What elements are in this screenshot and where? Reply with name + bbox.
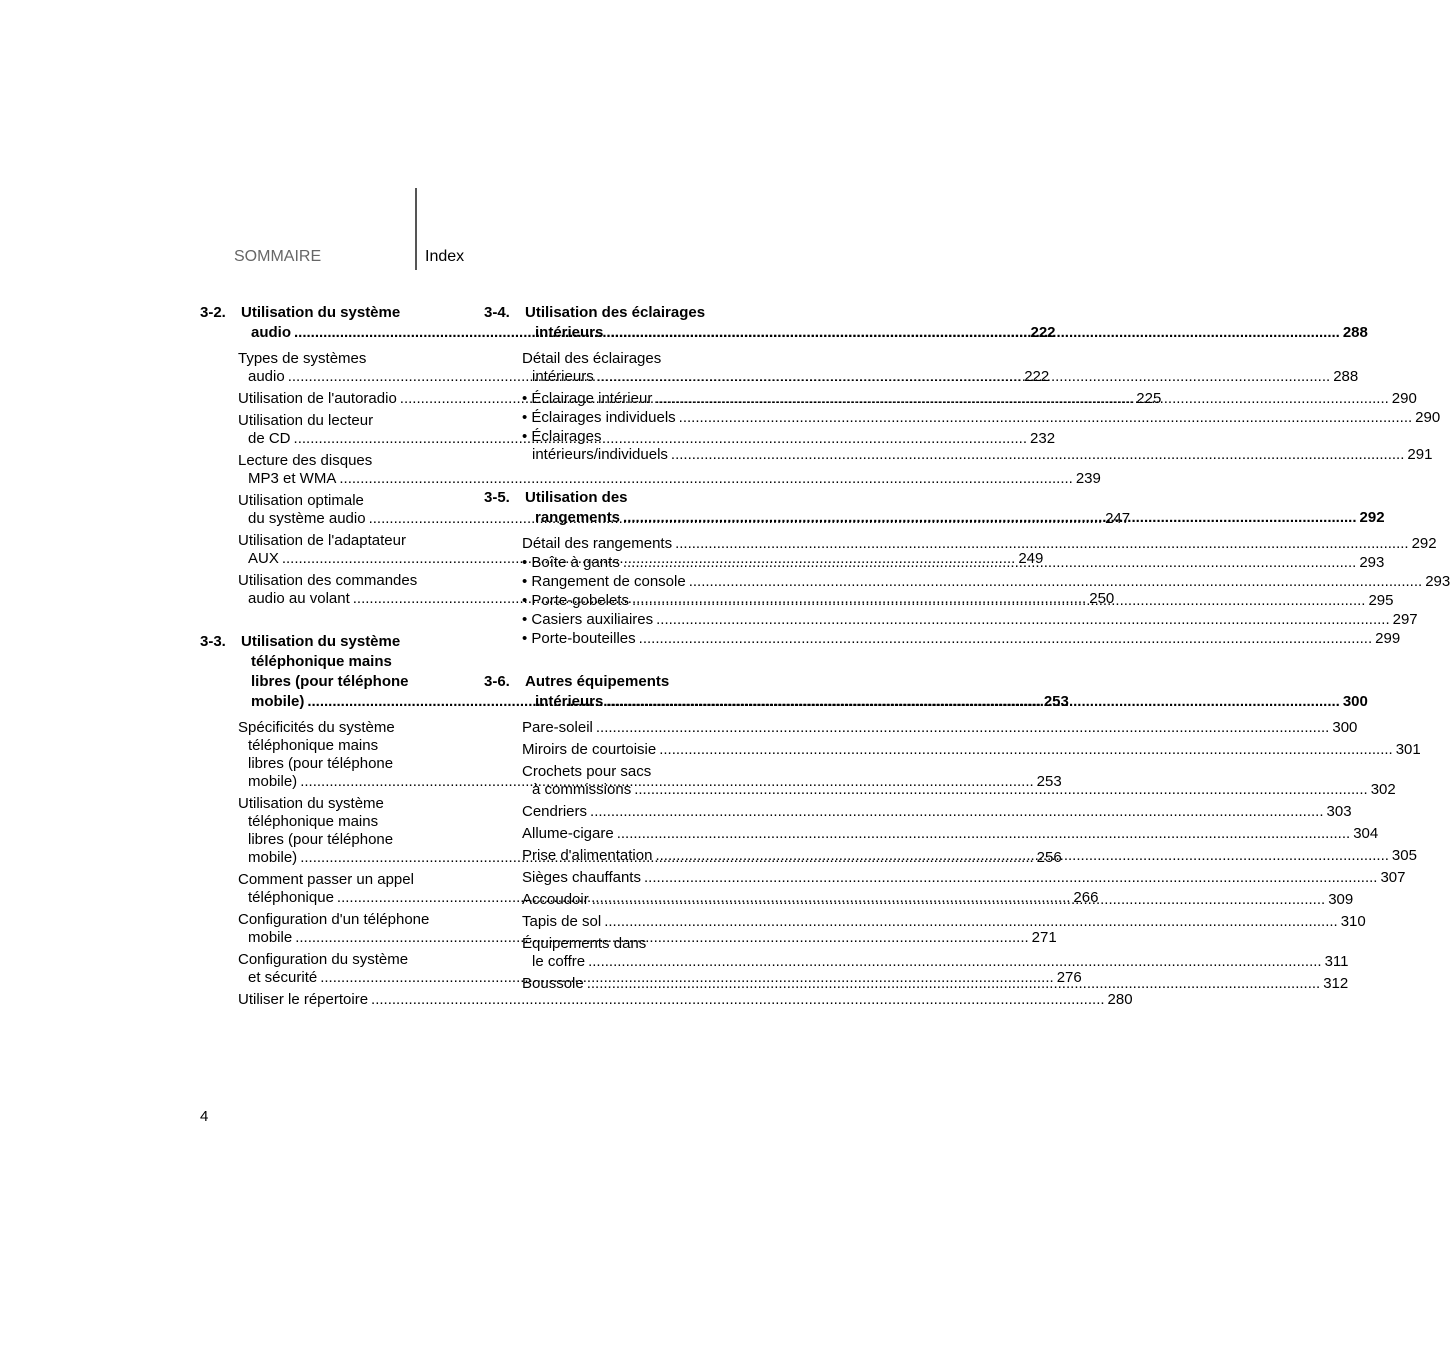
entry-line: • Porte-gobelets	[522, 592, 629, 609]
entry-line: Utilisation de l'autoradio	[238, 390, 397, 407]
entry-line: rangements	[535, 509, 621, 526]
section-number: 3-2.	[200, 304, 226, 321]
entry-last-line	[522, 573, 1450, 591]
entry-line: audio	[248, 368, 285, 385]
entry-line: AUX	[248, 550, 279, 567]
index-link[interactable]: Index	[425, 248, 465, 265]
entry-line: mobile)	[251, 693, 305, 710]
page-ref: 266	[1073, 889, 1099, 906]
page-ref: 302	[1370, 781, 1396, 798]
toc-entry[interactable]	[522, 611, 1418, 629]
entry-line: de CD	[248, 430, 291, 447]
entry-line: Détail des éclairages	[522, 350, 662, 367]
entry-line: Utilisation du système	[241, 633, 401, 650]
page-ref: 288	[1342, 324, 1368, 341]
page-ref: 253	[1036, 773, 1062, 790]
page-ref: 310	[1340, 913, 1366, 930]
page-ref: 290	[1415, 409, 1441, 426]
dot-leader	[632, 592, 1365, 609]
page-ref: 288	[1333, 368, 1359, 385]
entry-line: téléphonique mains	[248, 737, 379, 754]
page-ref: 300	[1342, 693, 1368, 710]
toc-entry[interactable]	[238, 991, 1133, 1009]
toc-entry[interactable]	[522, 825, 1379, 843]
entry-line: MP3 et WMA	[248, 470, 337, 487]
page-ref: 232	[1030, 430, 1056, 447]
entry-line: Tapis de sol	[522, 913, 602, 930]
entry-line: • Éclairages individuels	[522, 409, 676, 426]
entry-line: le coffre	[532, 953, 586, 970]
entry-line: Utilisation des	[525, 489, 628, 506]
entry-line: Accoudoir	[522, 891, 589, 908]
entry-last-line	[238, 991, 1133, 1009]
entry-line: téléphonique mains	[248, 813, 379, 830]
toc-entry[interactable]	[522, 913, 1366, 931]
dot-leader	[623, 554, 1356, 571]
entry-line: Crochets pour sacs	[522, 763, 652, 780]
entry-line: Types de systèmes	[238, 350, 367, 367]
page-ref: 293	[1425, 573, 1450, 590]
toc-entry[interactable]	[522, 803, 1352, 821]
page-ref: 300	[1332, 719, 1358, 736]
entry-line: Comment passer un appel	[238, 871, 414, 888]
dot-leader	[606, 693, 1339, 710]
entry-line: mobile)	[248, 773, 298, 790]
entry-last-line	[238, 470, 1101, 488]
entry-line: Lecture des disques	[238, 452, 373, 469]
page-ref: 290	[1391, 390, 1417, 407]
entry-line: libres (pour téléphone	[251, 673, 409, 690]
entry-line: Utilisation du système	[241, 304, 401, 321]
page-ref: 292	[1411, 535, 1437, 552]
dot-leader	[671, 446, 1404, 463]
entry-line: Utilisation du système	[238, 795, 384, 812]
dot-leader	[655, 847, 1388, 864]
dot-leader	[588, 953, 1321, 970]
entry-last-line	[522, 741, 1421, 759]
toc-entry[interactable]	[522, 719, 1358, 737]
toc-entry[interactable]	[522, 630, 1401, 648]
entry-line: Équipements dans	[522, 935, 647, 952]
page-ref: 299	[1375, 630, 1401, 647]
entry-last-line	[522, 630, 1401, 648]
entry-line: • Éclairage intérieur	[522, 390, 653, 407]
entry-line: Autres équipements	[525, 673, 670, 690]
page-ref: 309	[1328, 891, 1354, 908]
entry-line: intérieurs	[532, 368, 594, 385]
entry-last-line	[522, 869, 1406, 887]
page-ref: 250	[1089, 590, 1115, 607]
entry-last-line	[522, 803, 1352, 821]
entry-line: mobile	[248, 929, 293, 946]
entry-line: à commissions	[532, 781, 632, 798]
entry-line: Sièges chauffants	[522, 869, 641, 886]
dot-leader	[689, 573, 1422, 590]
toc-entry[interactable]	[522, 573, 1450, 591]
toc-entry[interactable]	[522, 535, 1437, 553]
page-ref: 297	[1392, 611, 1418, 628]
entry-last-line	[522, 535, 1437, 553]
dot-leader	[679, 409, 1412, 426]
entry-last-line	[522, 446, 1433, 464]
entry-line: Utilisation du lecteur	[238, 412, 374, 429]
entry-line: Utilisation des éclairages	[525, 304, 706, 321]
page-ref: 253	[1043, 693, 1069, 710]
entry-line: libres (pour téléphone	[248, 831, 394, 848]
entry-line: Détail des rangements	[522, 535, 673, 552]
entry-line: téléphonique mains	[251, 653, 392, 670]
page-ref: 295	[1368, 592, 1394, 609]
entry-last-line	[522, 913, 1366, 931]
page-ref: 305	[1391, 847, 1417, 864]
entry-line: du système audio	[248, 510, 366, 527]
dot-leader	[675, 535, 1408, 552]
entry-line: Prise d'alimentation	[522, 847, 653, 864]
page-ref: 239	[1075, 470, 1101, 487]
nav-divider	[415, 188, 417, 270]
entry-line: Boussole	[522, 975, 584, 992]
page-ref: 303	[1326, 803, 1352, 820]
section-number: 3-3.	[200, 633, 226, 650]
toc-entry[interactable]	[522, 869, 1406, 887]
page-ref: 312	[1323, 975, 1349, 992]
page-ref: 301	[1395, 741, 1421, 758]
sommaire-link[interactable]: SOMMAIRE	[234, 248, 322, 265]
dot-leader	[604, 913, 1337, 930]
entry-line: audio	[251, 324, 291, 341]
section-number: 3-6.	[484, 673, 510, 690]
dot-leader	[592, 891, 1325, 908]
page-ref: 222	[1030, 324, 1056, 341]
entry-line: intérieurs	[535, 693, 604, 710]
entry-line: audio au volant	[248, 590, 350, 607]
dot-leader	[587, 975, 1320, 992]
entry-line: Pare-soleil	[522, 719, 593, 736]
dot-leader	[623, 509, 1356, 526]
dot-leader	[639, 630, 1372, 647]
page-ref: 247	[1105, 510, 1131, 527]
entry-line: intérieurs/individuels	[532, 446, 668, 463]
entry-line: Miroirs de courtoisie	[522, 741, 657, 758]
dot-leader	[644, 869, 1377, 886]
entry-line: Utilisation optimale	[238, 492, 364, 509]
entry-line: • Boîte à gants	[522, 554, 620, 571]
page-ref: 304	[1353, 825, 1379, 842]
entry-line: Utiliser le répertoire	[238, 991, 369, 1008]
entry-line: intérieurs	[535, 324, 604, 341]
entry-line: Utilisation de l'adaptateur	[238, 532, 406, 549]
page-ref: 311	[1324, 953, 1349, 970]
section-number: 3-5.	[484, 489, 510, 506]
entry-line: mobile)	[248, 849, 298, 866]
page-ref: 225	[1136, 390, 1162, 407]
page-ref: 249	[1018, 550, 1044, 567]
dot-leader	[590, 803, 1323, 820]
dot-leader	[597, 368, 1330, 385]
page-number: 4	[200, 1108, 209, 1125]
entry-last-line	[522, 719, 1358, 737]
page-ref: 291	[1407, 446, 1433, 463]
entry-last-line	[522, 953, 1349, 971]
entry-line: libres (pour téléphone	[248, 755, 394, 772]
toc-entry[interactable]	[522, 409, 1441, 427]
entry-line: téléphonique	[248, 889, 334, 906]
dot-leader	[596, 719, 1329, 736]
entry-line: • Rangement de console	[522, 573, 686, 590]
page-ref: 222	[1024, 368, 1050, 385]
section-number: 3-4.	[484, 304, 510, 321]
entry-line: • Éclairages	[522, 428, 602, 445]
page-ref: 276	[1056, 969, 1082, 986]
page-ref: 292	[1359, 509, 1385, 526]
entry-line: • Casiers auxiliaires	[522, 611, 654, 628]
entry-line: Configuration du système	[238, 951, 409, 968]
dot-leader	[634, 781, 1367, 798]
page-ref: 271	[1031, 929, 1057, 946]
entry-line: Utilisation des commandes	[238, 572, 418, 589]
entry-line: Spécificités du système	[238, 719, 395, 736]
toc-entry[interactable]	[522, 741, 1421, 759]
page-ref: 280	[1107, 991, 1133, 1008]
entry-last-line	[522, 611, 1418, 629]
dot-leader	[606, 324, 1339, 341]
page-ref: 293	[1359, 554, 1385, 571]
dot-leader	[655, 390, 1388, 407]
entry-last-line	[522, 409, 1441, 427]
entry-line: Cendriers	[522, 803, 588, 820]
dot-leader	[656, 611, 1389, 628]
entry-line: Allume-cigare	[522, 825, 614, 842]
dot-leader	[617, 825, 1350, 842]
page-ref: 307	[1380, 869, 1406, 886]
entry-line: Configuration d'un téléphone	[238, 911, 430, 928]
entry-line: • Porte-bouteilles	[522, 630, 636, 647]
entry-line: et sécurité	[248, 969, 318, 986]
entry-last-line	[522, 825, 1379, 843]
page-ref: 256	[1036, 849, 1062, 866]
dot-leader	[659, 741, 1392, 758]
